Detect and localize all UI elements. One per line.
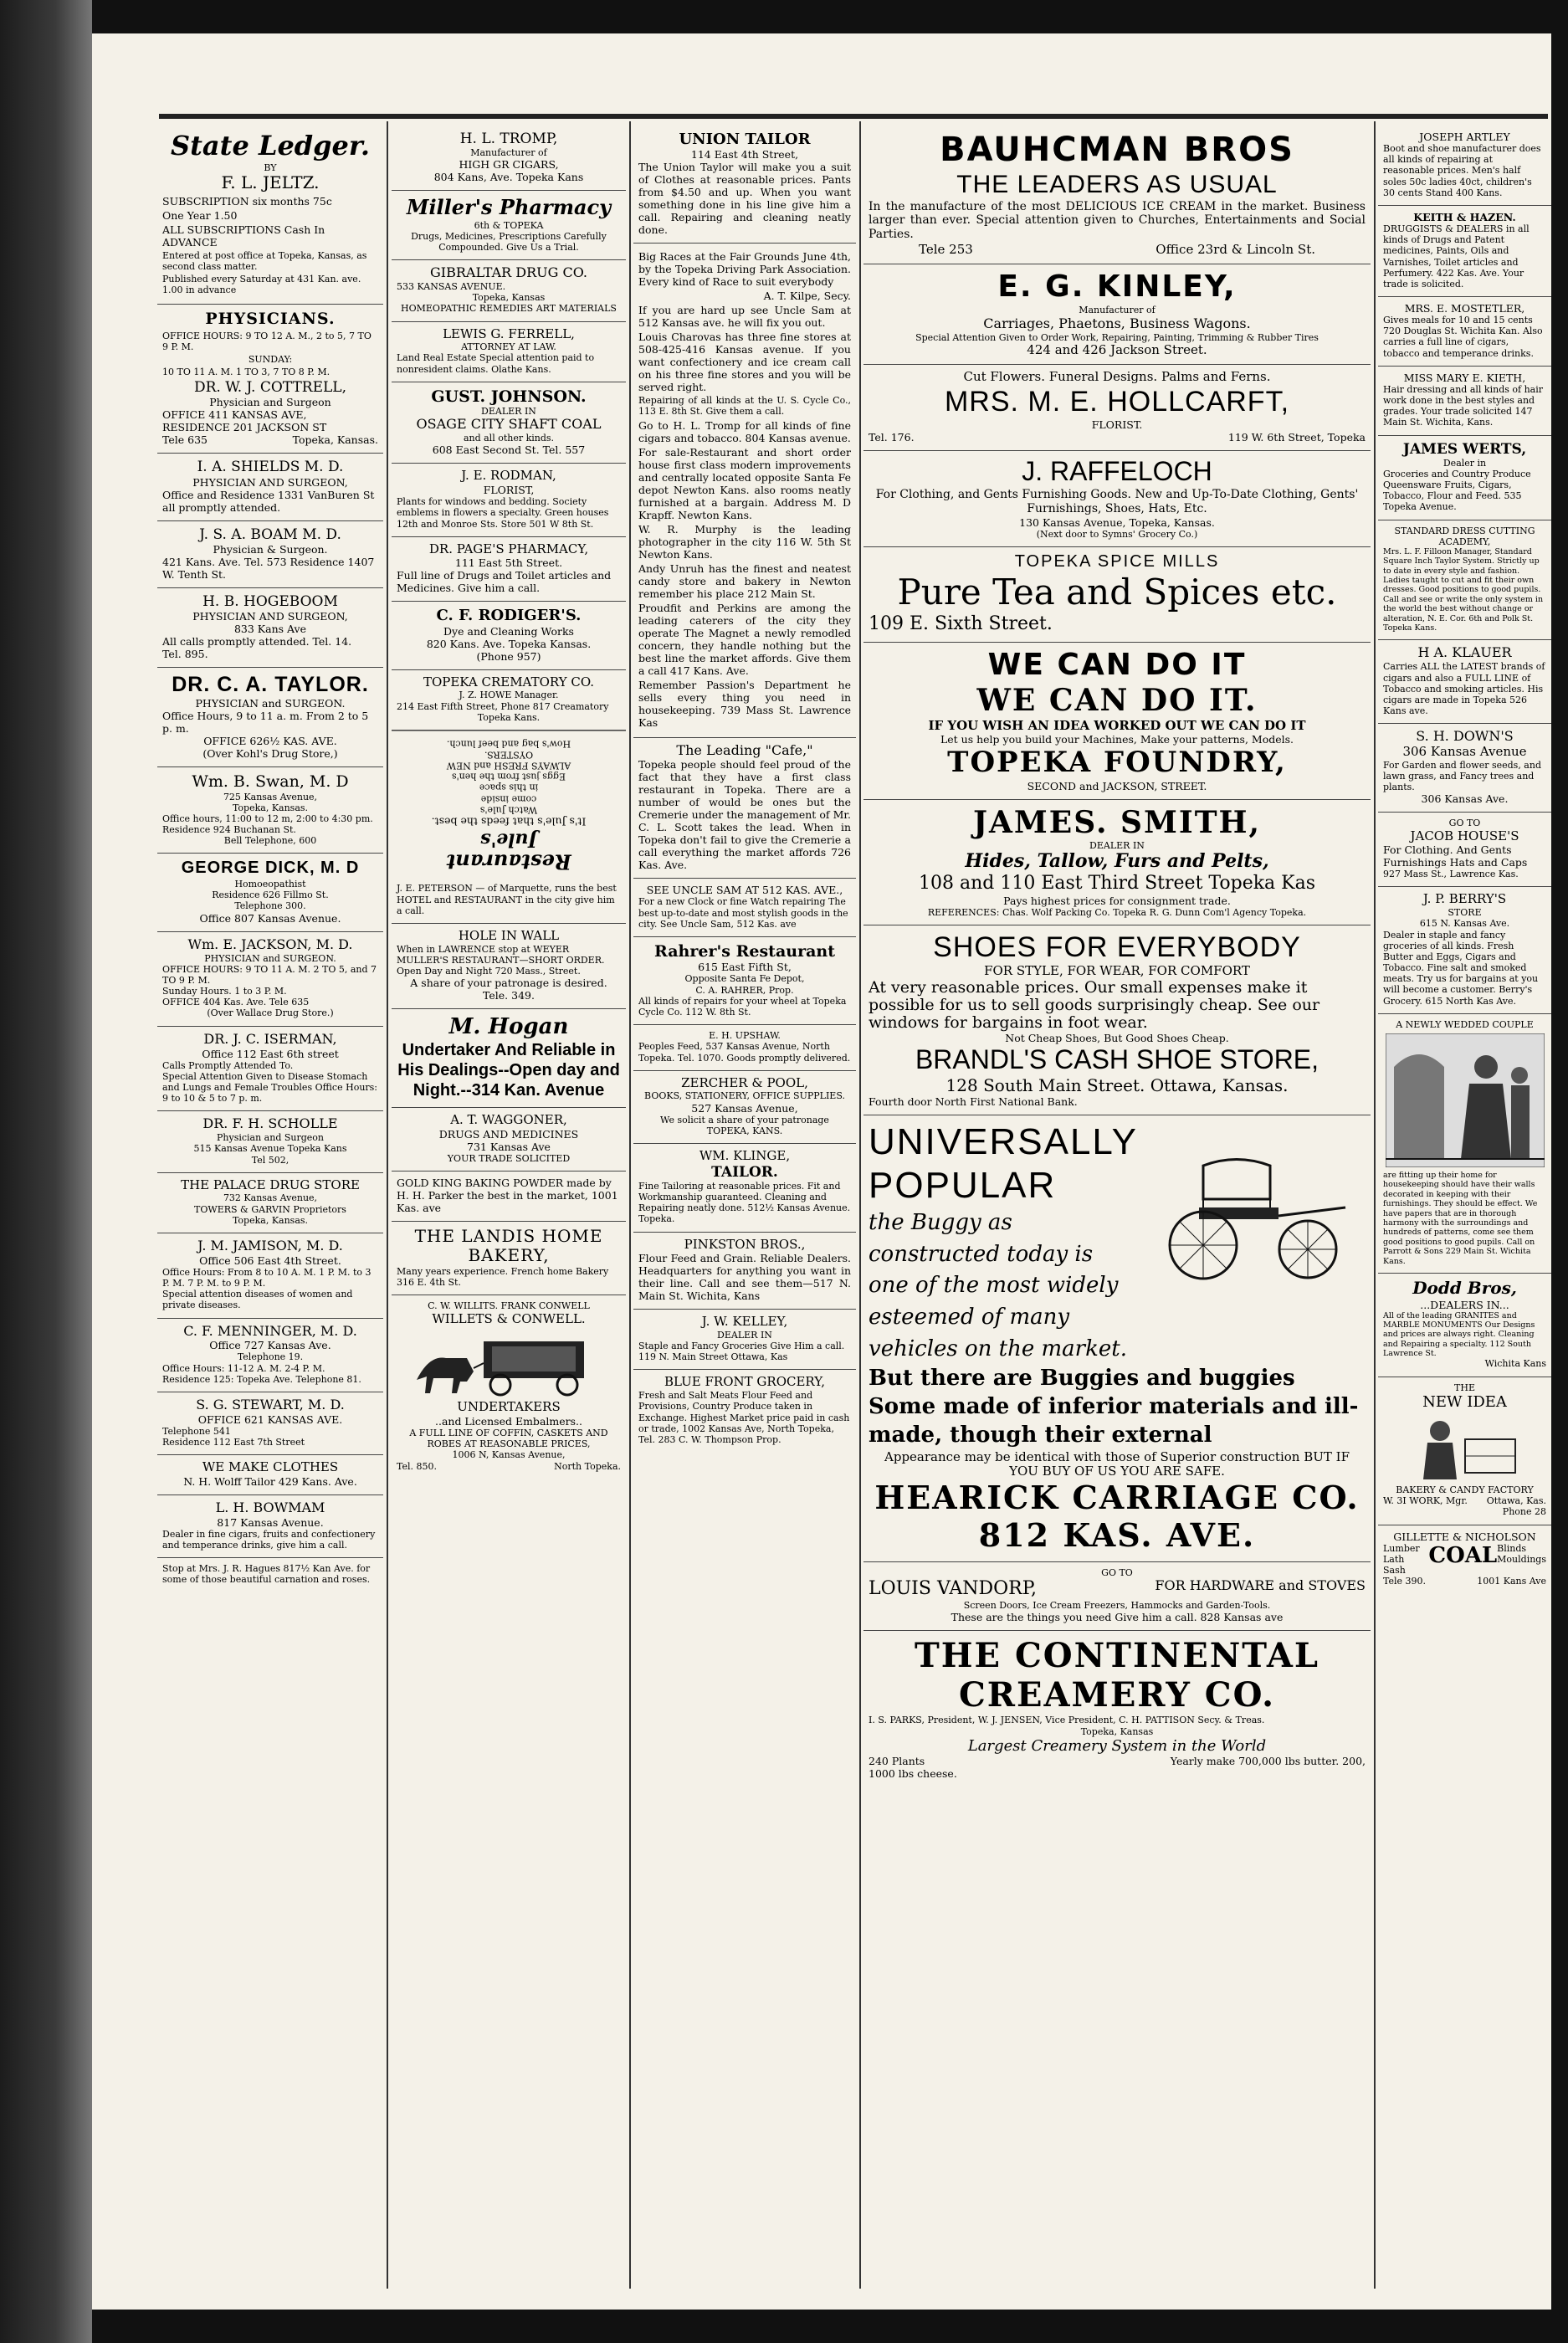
ad-upshaw: E. H. UPSHAW. Peoples Feed, 537 Kansas Avenue, North Topeka. Tel. 1070. Goods promptly delivered. bbox=[633, 1025, 856, 1071]
ad-berry: J. P. BERRY'S STORE 615 N. Kansas Ave. Dealer in staple and fancy groceries of all kinds. Fresh Butter and Eggs, Cigars and Tobacco. Fine salt and smoked meats. Try us for bargains at you will become a customer. Berry's Grocery. 615 North Kas Ave. bbox=[1378, 887, 1551, 1013]
ad-wedded-couple: A NEWLY WEDDED COUPLE are fitting up their home for housekeeping should have their walls decorated in keeping with their furnishings. They should be effect. We have papers that are in thorough harmony with the surroundings and hundreds of patterns, come see them good positions to good pupils. Call on Parrott & Sons 229 Main St. Wichita Kans. bbox=[1378, 1014, 1551, 1274]
column-5 bbox=[1378, 126, 1551, 2289]
ad-gillette-nicholson: GILLETTE & NICHOLSON Lumber Lath Sash COAL Blinds Mouldings Tele 390. 1001 Kans Ave bbox=[1383, 1530, 1546, 1587]
ad-james-smith: JAMES. SMITH, DEALER IN Hides, Tallow, Furs and Pelts, 108 and 110 East Third Street Topeka Kas Pays highest prices for consignment trade. REFERENCES: Chas. Wolf Packing Co. Topeka R. G. Dunn Com'l Agency Topeka. bbox=[863, 800, 1371, 926]
ad-hagues: Stop at Mrs. J. R. Hagues 817½ Kan Ave. for some of those beautiful carnation and roses. bbox=[162, 1563, 371, 1586]
ad-klauer: H A. KLAUER Carries ALL the LATEST brands of cigars and also a FULL LINE of Tobacco and smoking articles. His cigars are made in Topeka 526 Kans ave. bbox=[1378, 640, 1551, 724]
ad-new-idea-bakery: THE NEW IDEA BAKERY & CANDY FACTORY W. 3I WORK, Mgr. Ottawa, Kas. Phone 28 bbox=[1378, 1377, 1551, 1525]
ad-peterson: J. E. PETERSON — of Marquette, runs the best HOTEL and RESTAURANT in the city give him a call. bbox=[392, 878, 626, 924]
ad-hogan: M. Hogan Undertaker And Reliable in His Dealings--Open day and Night.--314 Kan. Avenue bbox=[392, 1009, 626, 1108]
ad-taylor: DR. C. A. TAYLOR. PHYSICIAN and SURGEON. Office Hours, 9 to 11 a. m. From 2 to 5 p. m. OFFICE 626½ KAS. AVE. (Over Kohl's Drug Store,) bbox=[157, 668, 383, 768]
ad-mostetler: MRS. E. MOSTETLER, Gives meals for 10 and 15 cents 720 Douglas St. Wichita Kan. Also carries a full line of cigars, tobacco and temperance drinks. bbox=[1378, 297, 1551, 367]
ad-palace-drug: THE PALACE DRUG STORE 732 Kansas Avenue, TOWERS & GARVIN Proprietors Topeka, Kansas. bbox=[157, 1173, 383, 1233]
ad-menninger: C. F. MENNINGER, M. D. Office 727 Kansas Ave. Telephone 19. Office Hours: 11-12 A. M. 2-4 P. M. Residence 125: Topeka Ave. Telephone 81. bbox=[157, 1319, 383, 1392]
ad-shields: I. A. SHIELDS M. D. PHYSICIAN AND SURGEON, Office and Residence 1331 VanBuren St all promptly attended. bbox=[157, 454, 383, 520]
top-rule bbox=[159, 114, 1548, 119]
ad-blue-front: BLUE FRONT GROCERY, Fresh and Salt Meats Flour Feed and Provisions, Country Produce taken in Exchange. Highest Market price paid in cash or trade, 1002 Kansas Ave, North Topeka, Tel. 283 C. W. Thompson Prop. bbox=[638, 1374, 850, 1445]
column-3 bbox=[633, 126, 856, 2289]
ad-union-tailor: UNION TAILOR 114 East 4th Street, The Union Taylor will make you a suit of Clothes at reasonable prices. Pants from $4.50 and up. When you want something done in his line give him a call. Repairing and cleaning neatly done. bbox=[633, 126, 856, 244]
couple-illustration-icon bbox=[1386, 1033, 1545, 1167]
ad-landis-bakery: THE LANDIS HOME BAKERY, Many years experience. French home Bakery 316 E. 4th St. bbox=[392, 1222, 626, 1296]
ad-keith-hazen: KEITH & HAZEN. DRUGGISTS & DEALERS in all kinds of Drugs and Patent medicines, Paints, Oils and Varnishes, Toilet articles and Perfumery. 422 Kas. Ave. Your trade is solicited. bbox=[1378, 206, 1551, 297]
ad-gold-king: GOLD KING BAKING POWDER made by H. H. Parker the best in the market, 1001 Kas. ave bbox=[392, 1172, 626, 1222]
ad-waggoner: A. T. WAGGONER, DRUGS AND MEDICINES 731 Kansas Ave YOUR TRADE SOLICITED bbox=[392, 1108, 626, 1172]
buggy-illustration-icon bbox=[1153, 1149, 1362, 1283]
ad-topeka-foundry: WE CAN DO IT WE CAN DO IT. IF YOU WISH AN IDEA WORKED OUT WE CAN DO IT Let us help you build your Machines, Make your patterns, Models. TOPEKA FOUNDRY, SECOND and JACKSON, STREET. bbox=[863, 643, 1371, 800]
ad-jules-restaurant-inverted: Restaurant Jule's It's Jule's that feeds the best. Watch Jule's come inside in this space Eggs just from the hen's ALWAYS FRESH and NEW OYSTERS. How's bag and beef lunch. bbox=[392, 731, 626, 879]
ad-iserman: DR. J. C. ISERMAN, Office 112 East 6th street Calls Promptly Attended To. Special Attention Given to Disease Stomach and Lungs and Female Troubles Office Hours: 9 to 10 & 5 to 7 p. m. bbox=[157, 1027, 383, 1112]
column-rule bbox=[629, 121, 631, 2289]
ad-klinge: WM. KLINGE, TAILOR. Fine Tailoring at reasonable prices. Fit and Workmanship guaranteed. Cleaning and Repairing neatly done. 512½ Kansas Avenue. Topeka. bbox=[633, 1144, 856, 1232]
ad-pages-pharmacy: DR. PAGE'S PHARMACY, 111 East 5th Street. Full line of Drugs and Toilet articles and Medicines. Give him a call. bbox=[392, 537, 626, 602]
ad-pinkston: PINKSTON BROS., Flour Feed and Grain. Reliable Dealers. Headquarters for anything you want in their line. Call and see them—517 N. Main St. Wichita, Kans bbox=[633, 1233, 856, 1310]
ad-kieth: MISS MARY E. KIETH, Hair dressing and all kinds of hair work done in the best styles and grades. Your trade solicited 147 Main St. Wichita, Kans. bbox=[1378, 367, 1551, 436]
ad-stewart: S. G. STEWART, M. D. OFFICE 621 KANSAS AVE. Telephone 541 Residence 112 East 7th Street bbox=[157, 1392, 383, 1455]
ad-rahrer: Rahrer's Restaurant 615 East Fifth St, Opposite Santa Fe Depot, C. A. RAHRER, Prop. All kinds of repairs for your wheel at Topeka Cycle Co. 112 W. 8th St. bbox=[633, 937, 856, 1025]
ad-topeka-spice-mills: TOPEKA SPICE MILLS Pure Tea and Spices etc. 109 E. Sixth Street. bbox=[863, 547, 1371, 643]
ad-hogeboom: H. B. HOGEBOOM PHYSICIAN AND SURGEON, 833 Kans Ave All calls promptly attended. Tel. 14. Tel. 895. bbox=[157, 588, 383, 668]
ad-zercher-pool: ZERCHER & POOL, BOOKS, STATIONERY, OFFICE SUPPLIES. 527 Kansas Avenue, We solicit a share of your patronage TOPEKA, KANS. bbox=[633, 1071, 856, 1144]
ad-werts: JAMES WERTS, Dealer in Groceries and Country Produce Queensware Fruits, Cigars, Tobacco, Flour and Feed. 535 Topeka Avenue. bbox=[1378, 436, 1551, 520]
ad-jamison: J. M. JAMISON, M. D. Office 506 East 4th Street. Office Hours: From 8 to 10 A. M. 1 P. M. to 3 P. M. 7 P. M. to 9 P. M. Special attention diseases of women and private diseases. bbox=[157, 1233, 383, 1319]
ad-jackson: Wm. E. JACKSON, M. D. PHYSICIAN and SURGEON. OFFICE HOURS: 9 TO 11 A. M. 2 TO 5, and 7 TO 9 P. M. Sunday Hours. 1 to 3 P. M. OFFICE 404 Kas. Ave. Tele 635 (Over Wallace Drug Store.) bbox=[157, 932, 383, 1027]
notices-block: Big Races at the Fair Grounds June 4th, by the Topeka Driving Park Association. Every kind of Race to suit everybody A. T. Kilpe, Secy. If you are hard up see Uncle Sam at 512 Kansas ave. he will fix you out. Louis Charovas has three fine stores at 508-425-416 Kansas avenue. If you want confectionery and ice cream call on his three fine stores and you will be served right. Repairing of all kinds at the U. S. Cycle Co., 113 E. 8th St. Give them a call. Go to H. L. Tromp for all kinds of fine cigars and tobacco. 804 Kansas avenue. For sale-Restaurant and short order house first class modern improvements and centrally located opposite Santa Fe depot Newton Kans. also rooms neatly furnished at a bargain. Address M. D Krapff. Newton Kans. W. R. Murphy is the leading photographer in the city 116 W. 5th St Newton Kans. Andy Unruh has the finest and neatest candy store and bakery in Newton remember his place 212 Main St. Proudfit and Perkins are among the leading caterers of the city they operate The Magnet a newly remodled concern, they handle nothing but the best line the market affords. Give them a call 417 Kans. Ave. Remember Passion's Department he sells every thing you need in housekeeping. 739 Mass St. Lawrence Kas bbox=[633, 244, 856, 737]
ad-ferrell: LEWIS G. FERRELL, ATTORNEY AT LAW. Land Real Estate Special attention paid to nonresident claims. Olathe Kans. bbox=[392, 322, 626, 382]
editor-name: F. L. JELTZ. bbox=[221, 172, 320, 192]
column-rule bbox=[387, 121, 388, 2289]
ad-dress-cutting-academy: STANDARD DRESS CUTTING ACADEMY, Mrs. L. F. Filloon Manager, Standard Square Inch Taylor System. Strictly up to date in every style and fashion. Ladies taught to cut and fit their own dresses. Good positions to good pupils. Call and see or write the only system in the world the best without change or alteration, N. E. Cor. 6th and Polk St. Topeka Kans. bbox=[1378, 520, 1551, 641]
ad-artley: JOSEPH ARTLEY Boot and shoe manufacturer does all kinds of repairing at reasonable prices. Men's half soles 50c ladies 40ct, children's 30 cents Stand 400 Kans. bbox=[1378, 126, 1551, 206]
ad-hole-in-wall: HOLE IN WALL When in LAWRENCE stop at WEYER MULLER'S RESTAURANT—SHORT ORDER. Open Day and Night 720 Mass., Street. A share of your patronage is desired. Tele. 349. bbox=[392, 924, 626, 1009]
ad-uncle-sam: SEE UNCLE SAM AT 512 KAS. AVE., For a new Clock or fine Watch repairing The best up-to-date and most stylish goods in the city. See Uncle Sam, 512 Kas. ave bbox=[633, 879, 856, 937]
column-2 bbox=[392, 126, 626, 2289]
ad-kelley: J. W. KELLEY, DEALER IN Staple and Fancy Groceries Give Him a call. 119 N. Main Street Ottawa, Kas bbox=[633, 1310, 856, 1370]
baker-illustration-icon bbox=[1407, 1414, 1524, 1481]
ad-swan: Wm. B. Swan, M. D 725 Kansas Avenue, Topeka, Kansas. Office hours, 11:00 to 12 m, 2:00 to 4:30 pm. Residence 924 Buchanan St. Bell Telephone, 600 bbox=[157, 767, 383, 854]
column-4 bbox=[863, 126, 1371, 2289]
ad-dick: GEORGE DICK, M. D Homoeopathist Residence 626 Fillmo St. Telephone 300. Office 807 Kansas Avenue. bbox=[157, 854, 383, 931]
masthead-title: State Ledger. bbox=[171, 130, 370, 161]
ad-rodman: J. E. RODMAN, FLORIST, Plants for windows and bedding. Society emblems in flowers a specialty. Green houses 12th and Monroe Sts. Store 501 W 8th St. bbox=[392, 464, 626, 536]
ad-dodd-bros: Dodd Bros, ...DEALERS IN... All of the leading GRANITES and MARBLE MONUMENTS Our Designs and prices are always right. Cleaning and Repairing a specialty. 112 South Lawrence St. Wichita Kans bbox=[1378, 1274, 1551, 1377]
hearse-illustration-icon bbox=[408, 1330, 609, 1397]
ad-scholle: DR. F. H. SCHOLLE Physician and Surgeon 515 Kansas Avenue Topeka Kans Tel 502, bbox=[157, 1111, 383, 1172]
ad-brandls-shoe-store: SHOES FOR EVERYBODY FOR STYLE, FOR WEAR, FOR COMFORT At very reasonable prices. Our small expenses make it possible for us to sell goods surprisingly cheap. See our windows for bargains in foot wear. Not Cheap Shoes, But Good Shoes Cheap. BRANDL'S CASH SHOE STORE, 128 South Main Street. Ottawa, Kansas. Fourth door North First National Bank. bbox=[863, 925, 1371, 1115]
ad-willets-conwell: C. W. WILLITS. FRANK CONWELL WILLETS & CONWELL. UNDERTAKERS ..and Licensed Embalmers.. A FULL LINE OF COFFIN, CASKETS AND ROBES AT REASONABLE PRICES, 1006 N, Kansas Avenue, Tel. 850. North Topeka. bbox=[397, 1300, 621, 1472]
ad-downs: S. H. DOWN'S 306 Kansas Avenue For Garden and flower seeds, and lawn grass, and Fancy trees and plants. 306 Kansas Ave. bbox=[1378, 724, 1551, 813]
physicians-directory: PHYSICIANS. OFFICE HOURS: 9 TO 12 A. M., 2 to 5, 7 TO 9 P. M. SUNDAY: 10 TO 11 A. M. 1 TO 3, 7 TO 8 P. M. DR. W. J. COTTRELL, Physician and Surgeon OFFICE 411 KANSAS AVE, RESIDENCE 201 JACKSON ST Tele 635 Topeka, Kansas. bbox=[157, 305, 383, 454]
masthead-block: State Ledger. BY F. L. JELTZ. SUBSCRIPTION six months 75c One Year 1.50 ALL SUBSCRIPTIONS Cash In ADVANCE Entered at post office at Topeka, Kansas, as second class matter. Published every Saturday at 431 Kan. ave. 1.00 in advance bbox=[157, 126, 383, 305]
ad-boam: J. S. A. BOAM M. D. Physician & Surgeon. 421 Kans. Ave. Tel. 573 Residence 1407 W. Tenth St. bbox=[157, 521, 383, 588]
ad-jacob-house: GO TO JACOB HOUSE'S For Clothing. And Gents Furnishings Hats and Caps 927 Mass St., Lawrence Kas. bbox=[1378, 813, 1551, 887]
ad-gust-johnson: GUST. JOHNSON. DEALER IN OSAGE CITY SHAFT COAL and all other kinds. 608 East Second St. Tel. 557 bbox=[392, 382, 626, 464]
ad-raffeloch: J. RAFFELOCH For Clothing, and Gents Furnishing Goods. New and Up-To-Date Clothing, Gents' Furnishings, Shoes, Hats, Etc. 130 Kansas Avenue, Topeka, Kansas. (Next door to Symns' Grocery Co.) bbox=[863, 451, 1371, 547]
ad-gibraltar: GIBRALTAR DRUG CO. 533 KANSAS AVENUE. Topeka, Kansas HOMEOPATHIC REMEDIES ART MATERIALS bbox=[392, 260, 626, 321]
scan-edge bbox=[0, 0, 92, 2343]
ad-bowmam: L. H. BOWMAM 817 Kansas Avenue. Dealer in fine cigars, fruits and confectionery and temperance drinks, give him a call. bbox=[157, 1495, 383, 1558]
ad-hollcarft: Cut Flowers. Funeral Designs. Palms and Ferns. MRS. M. E. HOLLCARFT, FLORIST. Tel. 176. 119 W. 6th Street, Topeka bbox=[863, 365, 1371, 451]
ad-rodiger: C. F. RODIGER'S. Dye and Cleaning Works 820 Kans. Ave. Topeka Kansas. (Phone 957) bbox=[392, 602, 626, 669]
ad-vandorp: GO TO LOUIS VANDORP, FOR HARDWARE and STOVES Screen Doors, Ice Cream Freezers, Hammocks and Garden-Tools. These are the things you need Give him a call. 828 Kansas ave bbox=[863, 1562, 1371, 1631]
column-1 bbox=[157, 126, 383, 2289]
ad-crematory: TOPEKA CREMATORY CO. J. Z. HOWE Manager. 214 East Fifth Street, Phone 817 Creamatory Topeka Kans. bbox=[392, 670, 626, 731]
ad-kinley: E. G. KINLEY, Manufacturer of Carriages, Phaetons, Business Wagons. Special Attention Given to Order Work, Repairing, Painting, Trimming & Rubber Tires 424 and 426 Jackson Street. bbox=[863, 264, 1371, 365]
column-rule bbox=[1374, 121, 1376, 2289]
ad-hearick-carriage: UNIVERSALLY POPULAR the Buggy as constructed today is one of the most widely esteemed of many vehicles on the market. But there are Buggies and buggies Some made of inferior materials and ill-made, though their external Appearance may be identical with those of Superior construction BUT IF YOU BUY OF US YOU ARE SAFE. HEARICK CARRIAGE CO. 812 KAS. AVE. bbox=[863, 1115, 1371, 1562]
ad-cremerie-cafe: The Leading "Cafe," Topeka people should feel proud of the fact that they have a first class restaurant in Topeka. There are a number of would be ones but the Cremerie under the management of Mr. C. L. Scott takes the lead. When in Topeka don't fail to give the Cremerie a call everything the market affords 726 Kas. Ave. bbox=[633, 738, 856, 879]
ad-bauchman-bros: BAUHCMAN BROS THE LEADERS AS USUAL In the manufacture of the most DELICIOUS ICE CREAM in the market. Business larger than ever. Special attention given to Churches, Entertainments and Social Parties. Tele 253 Office 23rd & Lincoln St. bbox=[863, 126, 1371, 264]
column-rule bbox=[859, 121, 861, 2289]
ad-continental-creamery: THE CONTINENTAL CREAMERY CO. I. S. PARKS, President, W. J. JENSEN, Vice President, C. H. PATTISON Secy. & Treas. Topeka, Kansas Largest Creamery System in the World 240 Plants Yearly make 700,000 lbs butter. 200, 1000 lbs cheese. bbox=[869, 1636, 1366, 1781]
ad-wolff: WE MAKE CLOTHES N. H. Wolff Tailor 429 Kans. Ave. bbox=[157, 1455, 383, 1495]
ad-tromp: H. L. TROMP, Manufacturer of HIGH GR CIGARS, 804 Kans, Ave. Topeka Kans bbox=[392, 126, 626, 191]
ad-millers-pharmacy: Miller's Pharmacy 6th & TOPEKA Drugs, Medicines, Prescriptions Carefully Compounded. Give Us a Trial. bbox=[392, 191, 626, 260]
section-heading: PHYSICIANS. bbox=[205, 310, 336, 329]
